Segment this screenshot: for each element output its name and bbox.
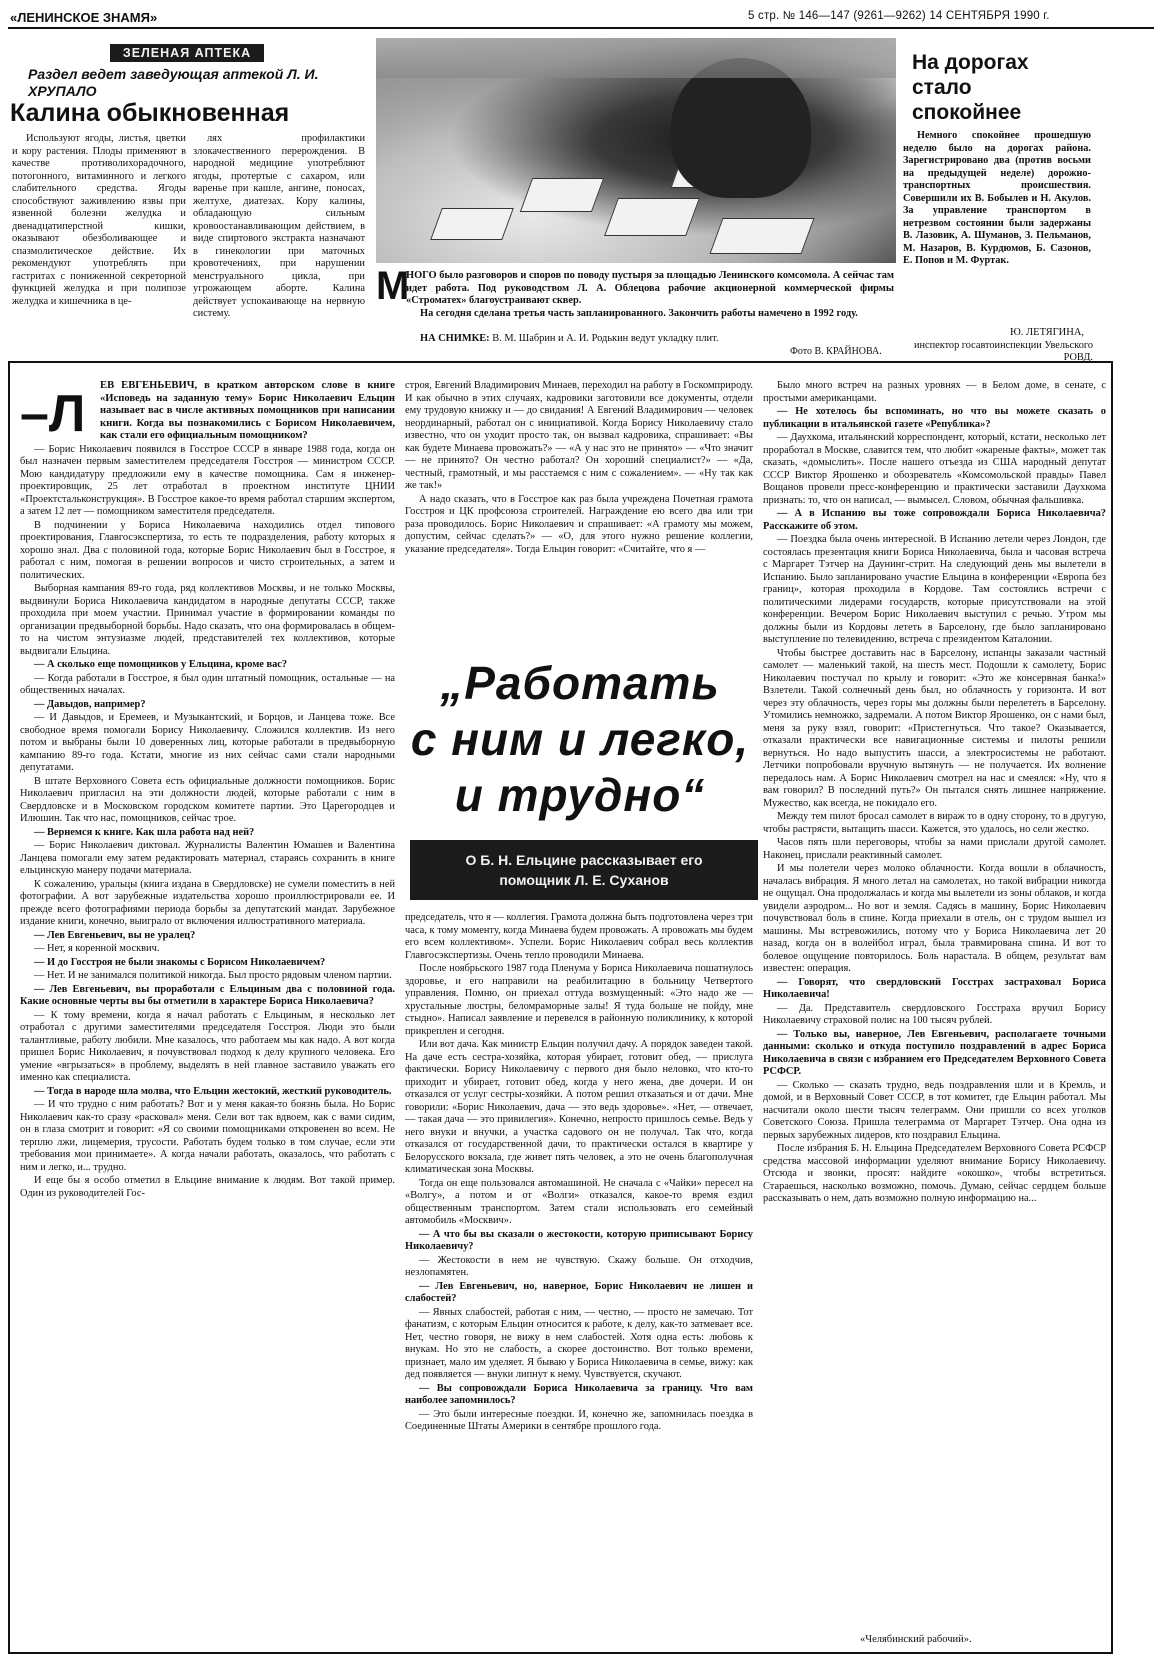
- answer-paragraph: Было много встреч на разных уровнях — в Белом доме, в сенате, с простыми американцами.: [763, 380, 1106, 404]
- answer-paragraph: — Явных слабостей, работая с ним, — честно, — просто не замечаю. Тот фанатизм, с которым Ельцин относится к работе, к делу, как-то затмевает все. Нет, честно говоря, не вижу в нем слабостей. Хотя одна есть: любовь к внукам. Но это не слабость, а скорее достоинство. Вот только времени, признает, мало им уделяет. Я бываю у Бориса Николаевича в семье, вижу: как дед появляется — внуки липнут к нему. Чувствуется, скучают.: [405, 1306, 753, 1380]
- answer-paragraph: — И Давыдов, и Еремеев, и Музыкантский, и Борцов, и Ланцева тоже. Все свободное время помогали Борису Николаевичу. Сложился коллектив. Из него потом и выбраны были 10 доверенных лиц, которые работали в предвыборную кампанию 89-го года. Кстати, многие из них сейчас сами стали народными депутатами.: [20, 712, 395, 773]
- caption-text: НОГО было разговоров и споров по поводу пустыря за площадью Ленинского комсомола. А сейчас там идет работа. Под руководством Л. А. Облецова рабочие акционерной коммерческой фирмы «Строматех» благоустраивают сквер.: [406, 270, 894, 306]
- interview-column-1: [20, 380, 395, 1648]
- interview-subhead: О Б. Н. Ельцине рассказывает его помощник Л. Е. Суханов: [410, 840, 758, 900]
- answer-paragraph: Чтобы быстрее доставить нас в Барселону, испанцы заказали частный самолет — маленький такой, на шесть мест. Подошли к самолету, Борис Николаевич постучал по крылу и говорит: «Это же консервная банка!» Взлетели. Такой солнечный день был, но облачность у горизонта. И вот через эту облачность, через горы мы должны были перелететь в Барселону. Утомились немножко, задремали. А потом Виктор Ярошенко, он с нами был, меня за руку взял, говорит: «Пристегнуться. Что такое? Оказывается, отказали практически все навигационные системы и пилоты решили вернуться. Но надо выпустить шасси, а электросистемы не работают. Летчики попробовали вручную вытянуть — не получается. Их волнение передалось нам. А Борис Николаевич смотрел на нас и смеялся: «Ну, что я вам говорил? В последний путь?» Он пытался снять лишнее напряжение. Мужество, как всегда, не покидало его.: [763, 647, 1106, 809]
- pharmacy-rubric: ЗЕЛЕНАЯ АПТЕКА: [110, 44, 264, 62]
- question: — А в Испанию вы тоже сопровождали Бориса Николаевича? Расскажите об этом.: [763, 508, 1106, 532]
- answer-paragraph: — Когда работали в Госстрое, я был один штатный помощник, остальные — на общественных началах.: [20, 672, 395, 696]
- street-work-photo: [376, 38, 896, 263]
- answer-paragraph: строя, Евгений Владимирович Минаев, переходил на работу в Госкомприроду. И как обычно в этих случаях, кадровики заготовили все документы, отдели ему трудовую книжку и — до свидания! А Евгений Владимирович — человек неординарный, работал он с инициативой. Когда Борису Николаевичу стало известно, что он уходит просто так, он вызвал кадровика, спрашивает: «Вы как будете Минаева провожать?» — «А у нас это не принято» — «Что значит — не принято? Он честно работал? Он хороший специалист?» — «Да, честный, грамотный, и мы расстаемся с ним с сожалением». — «Ну так как же так!»: [405, 380, 753, 491]
- interview-column-2-bottom: [405, 912, 753, 1650]
- question: — Говорят, что свердловский Госстрах застраховал Бориса Николаевича!: [763, 976, 1106, 1000]
- answer-paragraph: — Поездка была очень интересной. В Испанию летели через Лондон, где состоялась презентация книги Бориса Николаевича, была и часовая встреча с Маргарет Тэтчер на Даунинг-стрит. На следующий день мы вылетели в Испанию. Было запланировано участие Ельцина в конференции «Европа без границ», которая проходила в Кордове. Там состоялись встречи с политическими лидерами государств, которые присутствовали на этой конференции. Вечером Борис Николаевич выступил с речью. Утром мы должны были из Кордовы лететь в Барселону, где было запланировано выступление по телевидению, встреча с президентом Каталонии.: [763, 534, 1106, 645]
- pharmacy-byline: Раздел ведет заведующая аптекой Л. И. ХРУПАЛО: [28, 66, 319, 99]
- answer-paragraph: Между тем пилот бросал самолет в вираж то в одну сторону, то в другую, чтобы растрясти, вытащить шасси. Кажется, это удалось, но сели жестко.: [763, 811, 1106, 835]
- on-photo-text: В. М. Шабрин и А. И. Родькин ведут укладку плит.: [492, 333, 719, 344]
- answer-paragraph: А надо сказать, что в Госстрое как раз была учреждена Почетная грамота Госстроя и ЦК профсоюза строителей. Награждение ею всего два или три раза проводилось. Борис Николаевич и спрашивает: «А грамоту мы можем, допустим, сейчас сделать?» — «О, для этого нужно решение коллегии, указание председателя». Тогда Ельцин говорит: «Считайте, что я —: [405, 493, 753, 555]
- headline-line-3: и трудно“: [454, 769, 706, 821]
- answer-paragraph: После избрания Б. Н. Ельцина Председателем Верховного Совета РСФСР средства массовой информации уделяют внимание Борису Николаевичу. Отсюда и звонки, просят: найдите «окошко», чтобы встретиться. Стараешься, насколько возможно, помочь. Думаю, сейчас сердцем больше рассказывать о нем, дать возможно полную информацию на...: [763, 1143, 1106, 1204]
- photo-credit: Фото В. КРАЙНОВА.: [790, 346, 882, 357]
- question: — Давыдов, например?: [34, 698, 146, 710]
- interview-headline: [405, 655, 755, 823]
- on-photo-label: НА СНИМКЕ:: [420, 333, 490, 344]
- answer-paragraph: И еще бы я особо отметил в Ельцине внимание к людям. Вот такой пример. Один из руководителей Гос-: [20, 1175, 395, 1199]
- interview-drop-letter: –Л: [20, 385, 86, 443]
- interview-column-2-top: [405, 380, 753, 650]
- answer-paragraph: — Борис Николаевич диктовал. Журналисты Валентин Юмашев и Валентина Ланцева помогали ему затем редактировать материал, стараясь сохранить в книге ельцинскую манеру подачи материала.: [20, 840, 395, 876]
- interview-column-3: [763, 380, 1106, 1630]
- issue-line: 5 стр. № 146—147 (9261—9262) 14 СЕНТЯБРЯ 1990 г.: [748, 10, 1050, 22]
- answer-paragraph: — К тому времени, когда я начал работать с Ельциным, я несколько лет отработал с другими заместителями председателя Госстроя. Люди это были талантливые, работу любили. Мне казалось, что работаем мы как надо. А вот когда пришел Борис Николаевич, я почувствовал подход к делу крупного человека. Его умение «вгрызаться» в проблему, выделять в ней главное заставило уважать его именно как специалиста.: [20, 1009, 395, 1083]
- pharmacy-column-2: лях профилактики злокачественного перерождения. В народной медицине употребляют ягоды, протертые с сахаром, или варенье при кашле, ангине, поносах, желтухе, диатезах. Кору калины, обладающую сильным кровоостанавливающим действием, в виде спиртового экстракта назначают в гинекологии при маточных кровотечениях, при нарушении менструального цикла, при угрожающем аборте. Калина действует успокаивающе на нервную систему.: [193, 133, 365, 319]
- question: — Тогда в народе шла молва, что Ельцин жестокий, жесткий руководитель.: [34, 1085, 392, 1097]
- answer-paragraph: — Сколько — сказать трудно, ведь поздравления шли и в Кремль, и домой, и в Верховный Совет СССР, в тот комитет, где Ельцин работал. Мы насчитали около шести тысяч телеграмм. Они пришли со всех уголков Советского Союза. Пришла телеграмма от Маргарет Тэтчер. Она одна из первых зарубежных лидеров, кто поздравил Ельцина.: [763, 1079, 1106, 1141]
- headline-line-2: с ним и легко,: [410, 713, 750, 765]
- question: — Только вы, наверное, Лев Евгеньевич, располагаете точными данными: сколько и откуда поступило поздравлений в адрес Бориса Николаевича в связи с избранием его Председателем Верховного Совета РСФСР.: [763, 1028, 1106, 1077]
- question: — Лев Евгеньевич, вы проработали с Ельциным два с половиной года. Какие основные черты вы бы отметили в характере Бориса Николаевича?: [20, 983, 395, 1007]
- answer-paragraph: К сожалению, уральцы (книга издана в Свердловске) не сумели поместить в ней фотографии. А вот зарубежные издательства хорошо проиллюстрировали ее. И прежде всего фотографиями периода борьбы за депутатский мандат. Зарубежное издание книги, конечно, выиграло от включения иллюстративного материала.: [20, 878, 395, 927]
- answer-paragraph: — Нет, я коренной москвич.: [34, 943, 160, 954]
- answer-paragraph: После ноябрьского 1987 года Пленума у Бориса Николаевича пошатнулось здоровье, и его направили на реабилитацию в больницу Четвертого управления. Помню, он приехал оттуда возмущенный: «Это надо же — хрустальные люстры, беломраморные залы! Я туда больше не пойду, мне стыдно». Написал заявление и перевелся в районную поликлинику, к которой прикреплен и сегодня.: [405, 963, 753, 1037]
- answer-paragraph: — Да. Представитель свердловского Госстраха вручил Борису Николаевичу страховой полис на 100 тысяч рублей.: [763, 1002, 1106, 1026]
- caption-on-photo: [420, 333, 890, 346]
- answer-paragraph: — Нет. И не занимался политикой никогда. Был просто рядовым членом партии.: [34, 970, 392, 981]
- pharmacy-column-1: Используют ягоды, листья, цветки и кору растения. Плоды применяют в качестве противолихорадочного, потогонного, витаминного и легкого слабительного средства. Ягоды способствуют заживлению язвы при язвенной болезни желудка и двенадцатиперстной кишки, оказывают обезболивающее и спазмолитическое действие. Их рекомендуют употреблять при гастритах с пониженной секреторной функцией желудка и при полипозе желудка и кишечника в це-: [12, 133, 186, 307]
- question: — И до Госстроя не были знакомы с Борисом Николаевичем?: [34, 956, 326, 968]
- question: — Лев Евгеньевич, но, наверное, Борис Николаевич не лишен и слабостей?: [405, 1280, 753, 1304]
- road-signature: Ю. ЛЕТЯГИНА,: [1010, 327, 1085, 338]
- question: — Вернемся к книге. Как шла работа над ней?: [34, 826, 255, 838]
- pharmacy-title: Калина обыкновенная: [10, 99, 290, 127]
- answer-paragraph: — Даухкома, итальянский корреспондент, который, кстати, несколько лет проработал в Москве, славится тем, что любит «жареные факты», может так сказать, «домыслить». После нашего отъезда из США народный депутат СССР Виктор Ярошенко и обозреватель «Комсомольской правды» Павел Вощанов провели пресс-конференцию и практически заставили Даухкома признать: то, что он написал, — вымысел. Словом, обычная фальшивка.: [763, 432, 1106, 506]
- answer-paragraph: В подчинении у Бориса Николаевича находились отдел типового проектирования, Главгосэкспертиза, то есть те подразделения, работу которых я хорошо знал. Два с половиной года, которые Борис Николаевич был в Госстрое, я работал с ним, помогая в решении вопросов и чисто строительных, а затем и политических.: [20, 519, 395, 581]
- answer-paragraph: Выборная кампания 89-го года, ряд коллективов Москвы, и не только Москвы, выдвинули Бориса Николаевича кандидатом в народные депутаты СССР, также проходила при моем участии. Принимал участие в формировании команды по организации предвыборной борьбы. Надо сказать, что она формировалась в общем-то на чистом энтузиазме людей, представителей тех коллективов, которые выдвигали Ельцина.: [20, 583, 395, 657]
- answer-paragraph: И мы полетели через молоко облачности. Когда вошли в облачность, началась вибрация. Я много летал на самолетах, но такой вибрации никогда не ощущал. Она продолжалась и когда мы вылетели из зоны облаков, и когда увидели аэродром... Но вот и земля. Садясь в машину, Борис Николаевич почувствовал боль в спине. Когда приехали в отель, он с трудом вышел из машины. Мы встревожились, потому что у Бориса Николаевича лет 20 назад, когда он в волейбол играл, была травмирована спина. И вот то болевое ощущение повторилось. Боль нарастала. В общем, результат вам известен: операция.: [763, 863, 1106, 974]
- answer-paragraph: — Это были интересные поездки. И, конечно же, запомнилась поездка в Соединенные Штаты Америки в сентябре прошлого года.: [405, 1408, 753, 1432]
- answer-paragraph: Тогда он еще пользовался автомашиной. Не сначала с «Чайки» пересел на «Волгу», а потом и от «Волги» отказался, какое-то время ездил общественным транспортом. Затем стали использовать его семейный автомобиль «Москвич».: [405, 1177, 753, 1226]
- question: — Не хотелось бы вспоминать, но что вы можете сказать о публикации в итальянской газете «Република»?: [763, 406, 1106, 430]
- road-text: Немного спокойнее прошедшую неделю было на дорогах района. Зарегистрировано два (против восьми на предыдущей неделе) дорожно-транспортных происшествия. Совершили их В. Бобылев и Н. Акулов. За управление транспортом в нетрезвом состоянии были задержаны В. Лазовик, А. Шуманов, З. Пельманов, М. Назаров, В. Курдюмов, Б. Сазонов, Е. Попов и М. Фуртак.: [903, 130, 1091, 266]
- caption-drop-letter: М: [376, 264, 410, 308]
- answer-paragraph: В штате Верховного Совета есть официальные должности помощников. Борис Николаевич пригласил на эти должности людей, которые работали с ним в Свердловске и в Московском городском комитете партии. Это Царегородцев и Илюшин. Так что нас, помощников, сейчас трое.: [20, 775, 395, 824]
- question: — Вы сопровождали Бориса Николаевича за границу. Что вам наиболее запомнилось?: [405, 1382, 753, 1406]
- road-title: На дорогах стало спокойнее: [912, 51, 1029, 124]
- road-signature-role: инспектор госавтоинспекции Увельского РОВД.: [914, 340, 1093, 363]
- answer-paragraph: — Борис Николаевич появился в Госстрое СССР в январе 1988 года, когда он был назначен первым заместителем председателя Госстроя — министром СССР. Мою кандидатуру предложили ему в качестве помощника. Сам я инженер-проектировщик, 25 лет отработал в проектном институте ЦНИИ «Проектстальконструкция». В Госстрое какое-то время работал старшим экспертом, а затем 12 лет — помощником заместителя председателя.: [20, 443, 395, 517]
- answer-paragraph: Часов пять шли переговоры, чтобы за нами прислали другой самолет. Наконец, прислали реактивный самолет.: [763, 837, 1106, 861]
- answer-paragraph: — Жестокости в нем не чувствую. Скажу больше. Он отходчив, незлопамятен.: [405, 1254, 753, 1278]
- question: — А сколько еще помощников у Ельцина, кроме вас?: [34, 659, 288, 670]
- question: — Лев Евгеньевич, вы не уралец?: [34, 929, 196, 941]
- intro-question: ЕВ ЕВГЕНЬЕВИЧ, в кратком авторском слове в книге «Исповедь на заданную тему» Борис Николаевич Ельцин называет вас в числе активных помощников при написании книги. Когда вы познакомились с Борисом Николаевичем, как стали его официальным помощником?: [100, 380, 395, 441]
- answer-paragraph: Или вот дача. Как министр Ельцин получил дачу. А порядок заведен такой. На даче есть сестра-хозяйка, которая убирает, готовит обед, — прислуга фактически. Борису Николаевичу с первого дня было неловко, что кто-то приходит и убирает, готовит обед, когда у него жена, две дочери. И он отказался от услуг сестры-хозяйки. А потом решил отказаться и от дачи. Мне говорили: «Борис Николаевич, дача — это ведь здоровье». «Нет, — отвечает, — такая дача — это привилегия». Конечно, непросто пришлось семье. Ведь у него внуки и внучки, а участка садового он не получал. Так что, когда отказался от государственной дачи, то практически остался в квартире у Белорусского вокзала, где живет пять человек, а это не очень благополучная климатическая зона Москвы.: [405, 1039, 753, 1175]
- headline-line-1: „Работать: [440, 657, 720, 709]
- source-credit: «Челябинский рабочий».: [860, 1634, 972, 1645]
- caption-text-2: На сегодня сделана третья часть запланированного. Закончить работы намечено в 1992 году.: [420, 308, 858, 319]
- question: — А что бы вы сказали о жестокости, которую приписывают Борису Николаевичу?: [405, 1228, 753, 1252]
- answer-paragraph: председатель, что я — коллегия. Грамота должна быть подготовлена через три часа, к тому моменту, когда Минаева будем провожать. А провожать мы будем его всем коллективом». Успели. Борис Николаевич собрал весь коллектив Главгосэкспертизы. Очень тепло проводили Минаева.: [405, 912, 753, 961]
- masthead-rule: [8, 27, 1154, 29]
- answer-paragraph: — И что трудно с ним работать? Вот и у меня какая-то боязнь была. Но Борис Николаевич как-то сразу «расковал» меня. Сели вот так вдвоем, как с вами сидим, он в глаза смотрит и говорит: «Я со своими помощниками откровенен во всем. Не терплю лжи, лицемерия, трусости. Работать будем только в том случае, если эти требования мои принимаете». А когда начали работать, оказалось, что работать с ним и легко, и... трудно.: [20, 1099, 395, 1173]
- paper-name: «ЛЕНИНСКОЕ ЗНАМЯ»: [10, 10, 158, 25]
